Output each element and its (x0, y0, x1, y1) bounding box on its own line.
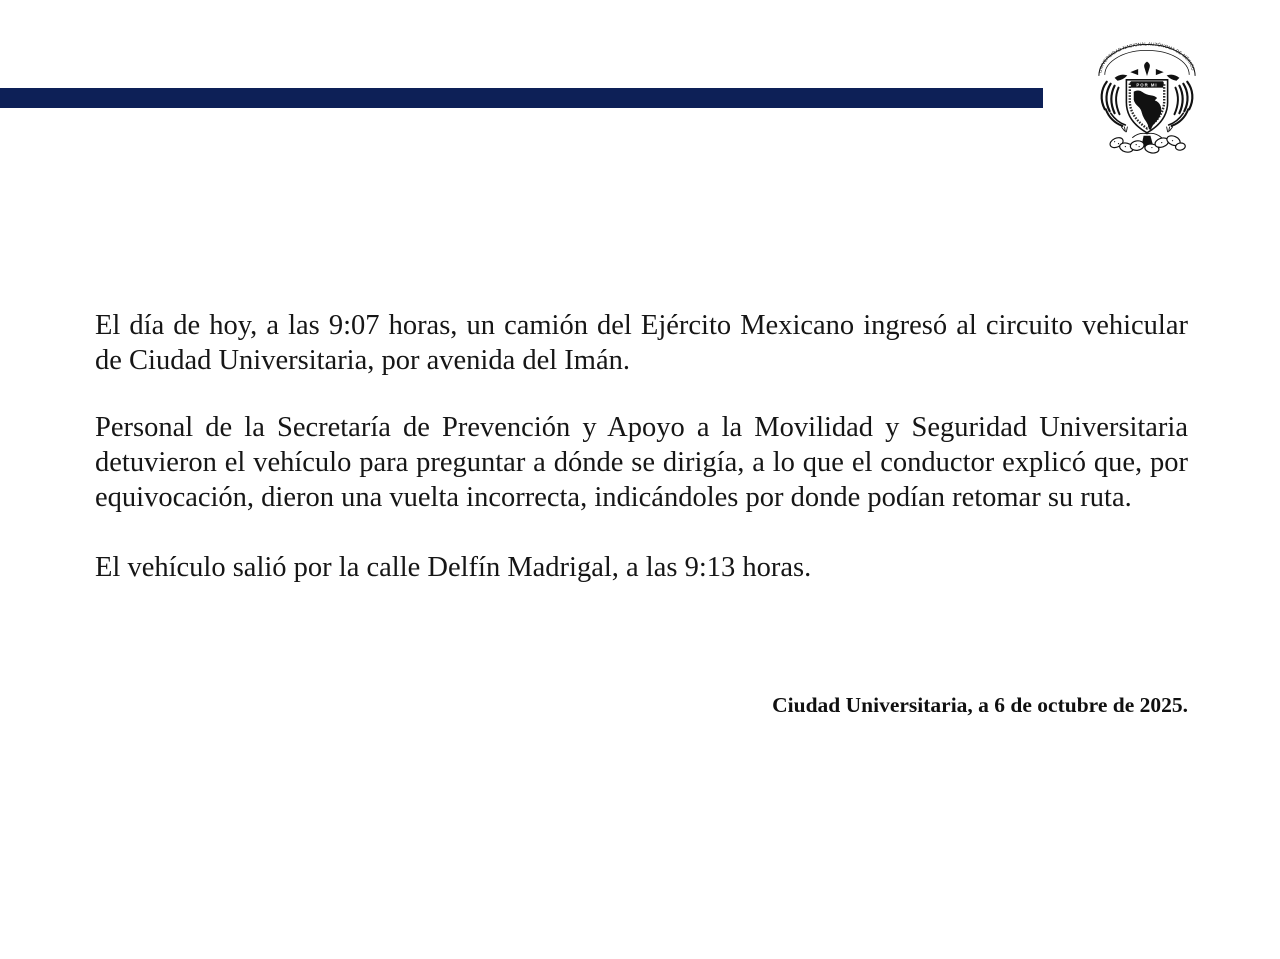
bird-heads-icon (1115, 62, 1180, 81)
body-line: detuvieron el vehículo para preguntar a dónde se dirigía, a lo que el conductor explicó que, por (95, 447, 1188, 478)
paragraph-entry (95, 308, 1188, 378)
navy-accent-bar (0, 88, 1043, 108)
nopal-cactus-icon (1108, 133, 1185, 154)
paragraph-exit (95, 550, 1188, 585)
eagle-wing-left-icon (1102, 82, 1128, 132)
body-line: equivocación, dieron una vuelta incorrecta, indicándoles por donde podían retomar su ruta. (95, 482, 1132, 513)
body-line: Personal de la Secretaría de Prevención y Apoyo a la Movilidad y Seguridad Universitaria (95, 412, 1188, 443)
letter-body (95, 308, 1188, 723)
shield-icon (1126, 80, 1167, 133)
body-line: de Ciudad Universitaria, por avenida del Imán. (95, 345, 630, 376)
unam-logo (1093, 36, 1201, 157)
shield-banner-text: POR MI (1136, 82, 1158, 88)
dateline: Ciudad Universitaria, a 6 de octubre de 2025. (772, 693, 1188, 717)
university-arc-text: UNIVERSIDAD NACIONAL AUTÓNOMA DE MÉXICO (1097, 41, 1196, 74)
body-line: El día de hoy, a las 9:07 horas, un camión del Ejército Mexicano ingresó al circuito vehicular (95, 310, 1188, 341)
condor-wing-right-icon (1167, 82, 1193, 132)
body-line: El vehículo salió por la calle Delfín Madrigal, a las 9:13 horas. (95, 552, 812, 583)
paragraph-stop (95, 410, 1188, 515)
unam-coat-of-arms-icon (1093, 36, 1201, 157)
